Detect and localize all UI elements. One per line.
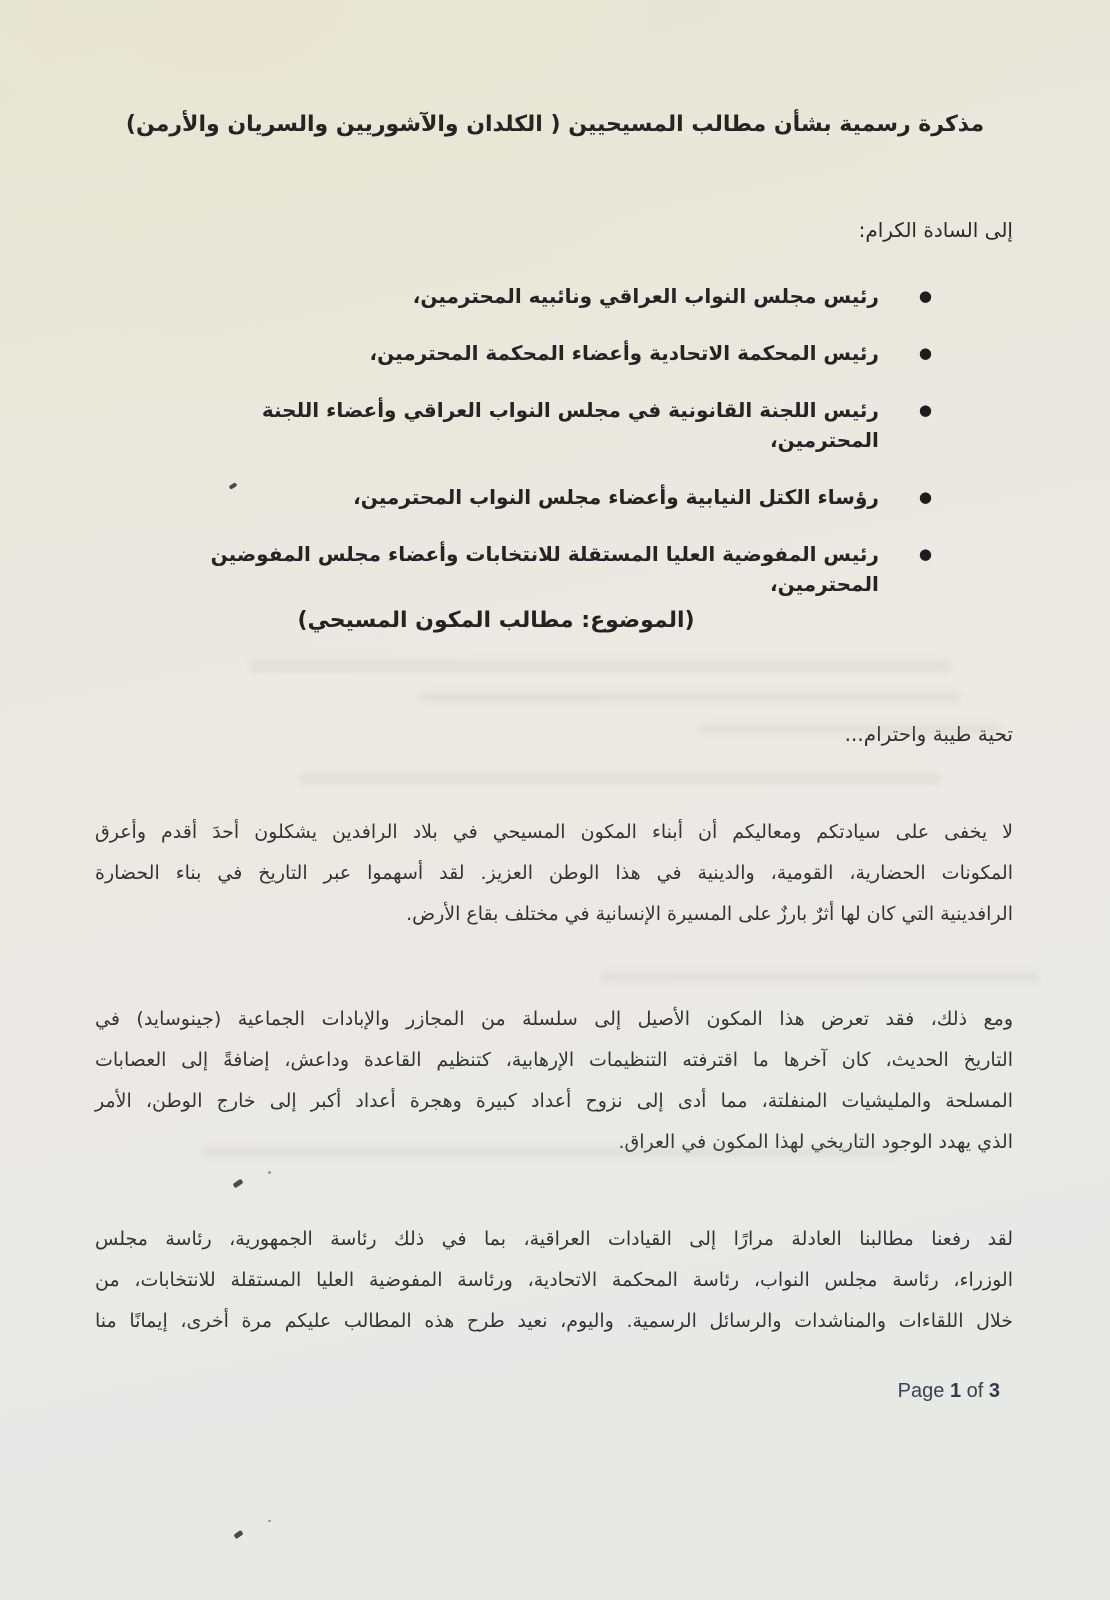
- bleed-through-artifact: [250, 660, 950, 672]
- page-number-footer: [898, 1380, 1000, 1403]
- ink-speck: [232, 1179, 243, 1189]
- bullet-icon: ●: [918, 287, 932, 305]
- paragraph: [95, 1219, 1013, 1342]
- bullet-icon: ●: [918, 545, 932, 563]
- ink-speck: [268, 1520, 271, 1522]
- addressee-heading: إلى السادة الكرام:: [858, 218, 1013, 242]
- recipient-label: رئيس المحكمة الاتحادية وأعضاء المحكمة المحترمين،: [369, 341, 879, 365]
- ink-speck: [268, 1171, 271, 1174]
- paragraph: [95, 999, 1013, 1163]
- paragraph-line: لقد رفعنا مطالبنا العادلة مرارًا إلى القيادات العراقية، بما في ذلك رئاسة الجمهورية، رئاسة مجلس: [95, 1228, 1013, 1250]
- paragraph-line: لا يخفى على سيادتكم ومعاليكم أن أبناء المكون المسيحي في بلاد الرافدين يشكلون أحدَ أقدم وأعرق: [95, 821, 1013, 843]
- greeting: تحية طيبة واحترام...: [844, 722, 1013, 746]
- paragraph-line: ومع ذلك، فقد تعرض هذا المكون الأصيل إلى سلسلة من المجازر والإبادات الجماعية (جينوسايد) في: [95, 1008, 1013, 1030]
- bleed-through-artifact: [700, 724, 1000, 734]
- bullet-icon: ●: [918, 401, 932, 419]
- footer-page-label: Page: [897, 1380, 945, 1402]
- bleed-through-artifact: [300, 773, 940, 784]
- paragraph-line: خلال اللقاءات والمناشدات والرسائل الرسمية. واليوم، نعيد طرح هذه المطالب عليكم مرة أخرى، إيمانًا منا: [95, 1310, 1013, 1332]
- recipient-label: رئيس اللجنة القانونية في مجلس النواب العراقي وأعضاء اللجنة المحترمين،: [261, 398, 879, 452]
- footer-total-pages: 3: [988, 1380, 1000, 1402]
- bleed-through-artifact: [200, 1147, 900, 1157]
- document-title: مذكرة رسمية بشأن مطالب المسيحيين ( الكلدان والآشوريين والسريان والأرمن): [125, 112, 985, 137]
- recipients-list: [152, 281, 932, 626]
- list-item: [152, 395, 932, 455]
- footer-current-page: 1: [949, 1380, 962, 1402]
- recipient-label: رئيس مجلس النواب العراقي ونائبيه المحترمين،: [412, 284, 879, 308]
- list-item: [152, 539, 932, 599]
- list-item: [152, 482, 932, 512]
- list-item: [152, 338, 932, 368]
- paragraph-line: المسلحة والمليشيات المنفلتة، مما أدى إلى نزوح أعداد كبيرة وهجرة أعداد أكبر إلى خارج الوطن، الأمر: [95, 1090, 1013, 1112]
- bleed-through-artifact: [420, 692, 960, 702]
- list-item: [152, 281, 932, 311]
- paragraph-line: المكونات الحضارية، القومية، والدينية في هذا الوطن العزيز. لقد أسهموا عبر التاريخ في بناء الحضارة: [95, 862, 1013, 884]
- paragraph-line: الوزراء، رئاسة مجلس النواب، رئاسة المحكمة الاتحادية، ورئاسة المفوضية العليا المستقلة للانتخابات، من: [95, 1269, 1013, 1291]
- subject-line: (الموضوع: مطالب المكون المسيحي): [297, 608, 695, 633]
- bleed-through-artifact: [600, 972, 1040, 982]
- bullet-icon: ●: [918, 488, 932, 506]
- bullet-icon: ●: [918, 344, 932, 362]
- ink-speck: [233, 1530, 243, 1539]
- paragraph-line: التاريخ الحديث، كان آخرها ما اقترفته التنظيمات الإرهابية، كتنظيم القاعدة وداعش، إضافةً إلى العصابات: [95, 1049, 1013, 1071]
- footer-of-label: of: [966, 1380, 984, 1402]
- recipient-label: رئيس المفوضية العليا المستقلة للانتخابات وأعضاء مجلس المفوضين المحترمين،: [210, 542, 879, 596]
- recipient-label: رؤساء الكتل النيابية وأعضاء مجلس النواب المحترمين،: [353, 485, 879, 509]
- paragraph-line: الرافدينية التي كان لها أثرٌ بارزٌ على المسيرة الإنسانية في مختلف بقاع الأرض.: [406, 903, 1013, 925]
- paragraph-line: الذي يهدد الوجود التاريخي لهذا المكون في العراق.: [618, 1131, 1013, 1153]
- paragraph: [95, 812, 1013, 935]
